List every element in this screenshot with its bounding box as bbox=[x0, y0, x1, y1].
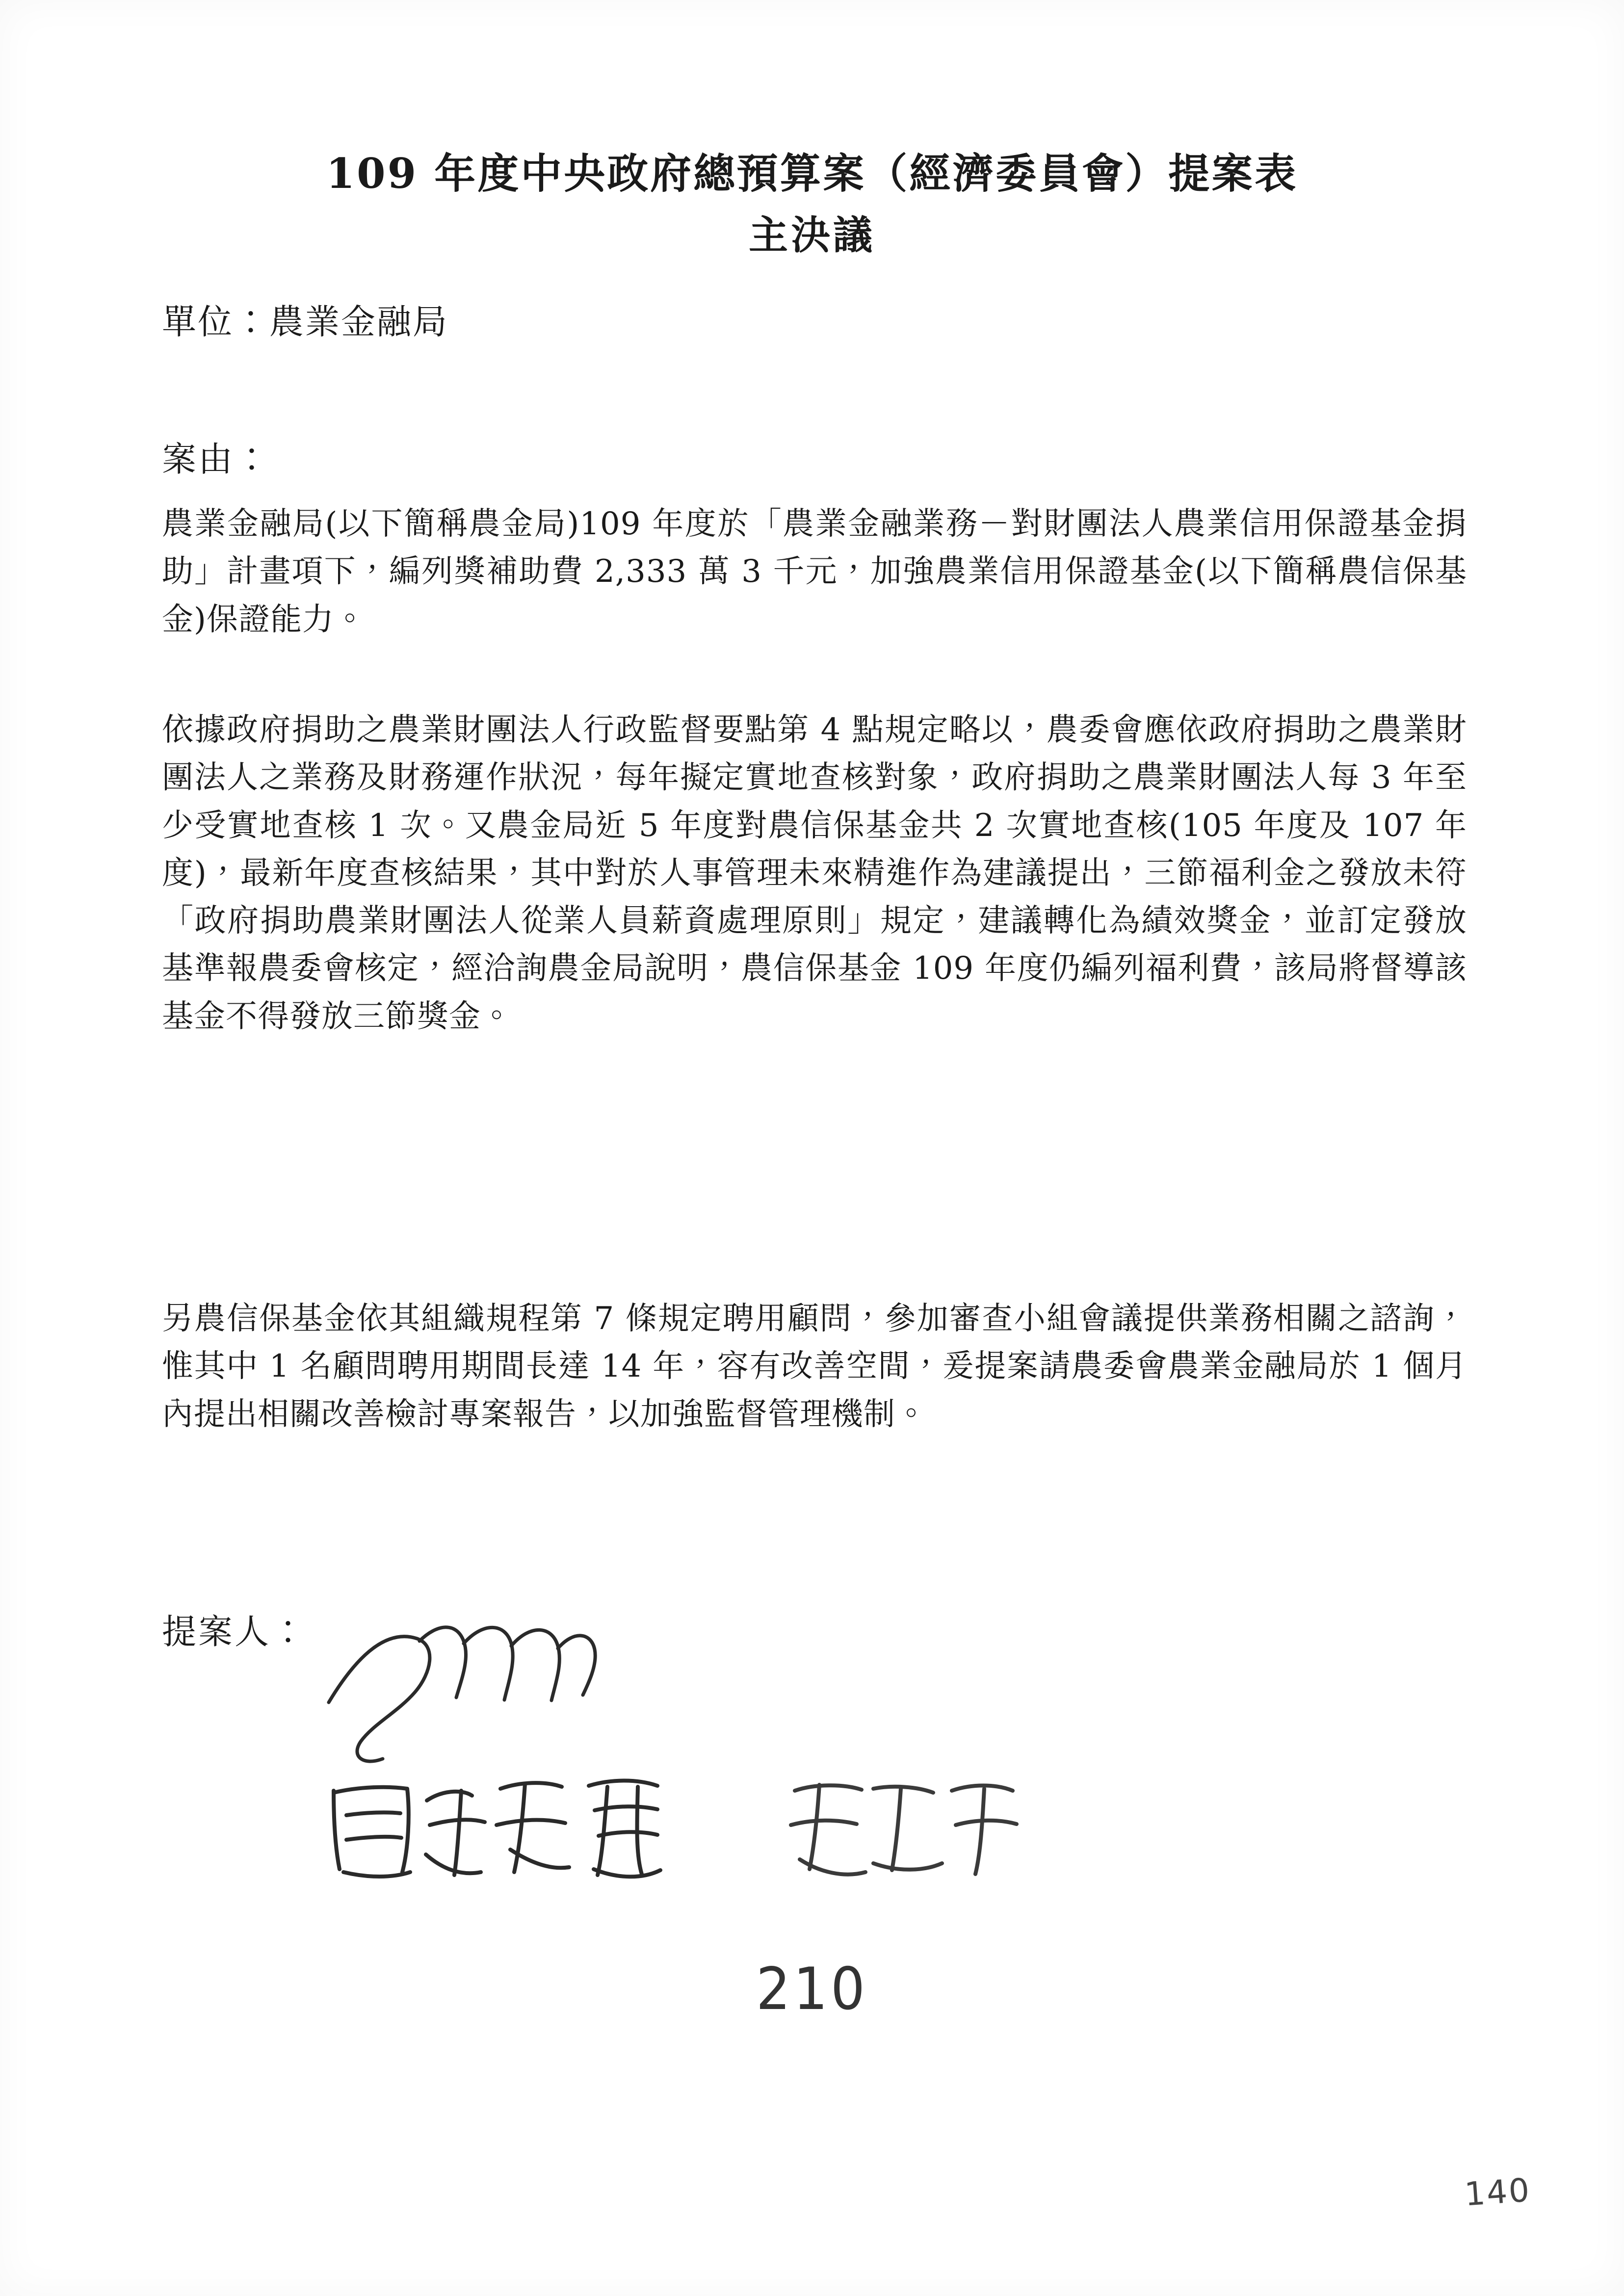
handwritten-signature-icon bbox=[314, 1594, 1344, 1938]
proposer-label: 提案人： bbox=[162, 1612, 307, 1652]
section-label-case-reason: 案由： bbox=[162, 439, 271, 479]
page-subtitle: 主決議 bbox=[749, 212, 875, 258]
paragraph-text: 農業金融局(以下簡稱農金局)109 年度於「農業金融業務－對財團法人農業信用保證基金捐助」計畫項下，編列獎補助費 2,333 萬 3 千元，加強農業信用保證基金(以下簡稱農信保基金)保證能力。 bbox=[162, 506, 1467, 638]
paragraph-block-1 bbox=[162, 500, 1467, 646]
unit-line: 單位：農業金融局 bbox=[162, 302, 448, 342]
page-number-value: 210 bbox=[756, 1955, 868, 2023]
paragraph-block-3 bbox=[162, 1295, 1467, 1440]
paragraph-block-2 bbox=[162, 706, 1467, 1043]
page-number-handwritten bbox=[0, 1955, 1624, 2023]
paragraph-text: 另農信保基金依其組織規程第 7 條規定聘用顧問，參加審查小組會議提供業務相關之諮詢，惟其中 1 名顧問聘用期間長達 14 年，容有改善空間，爰提案請農委會農業金融局於 1 個月內提出相關改善檢討專案報告，以加強監督管理機制。 bbox=[162, 1301, 1467, 1433]
paragraph-text: 依據政府捐助之農業財團法人行政監督要點第 4 點規定略以，農委會應依政府捐助之農業財團法人之業務及財務運作狀況，每年擬定實地查核對象，政府捐助之農業財團法人每 3 年至少受實地查核 1 次。又農金局近 5 年度對農信保基金共 2 次實地查核(105 年度及 107 年度)，最新年度查核結果，其中對於人事管理未來精進作為建議提出，三節福利金之發放未符「政府捐助農業財團法人從業人員薪資處理原則」規定，建議轉化為績效獎金，並訂定發放基準報農委會核定，經洽詢農金局說明，農信保基金 109 年度仍編列福利費，該局將督導該基金不得發放三節獎金。 bbox=[162, 712, 1467, 1035]
signature-area bbox=[314, 1594, 1344, 1938]
page-title: 109 年度中央政府總預算案（經濟委員會）提案表 bbox=[326, 149, 1298, 198]
folio-number: 140 bbox=[1463, 2171, 1532, 2214]
